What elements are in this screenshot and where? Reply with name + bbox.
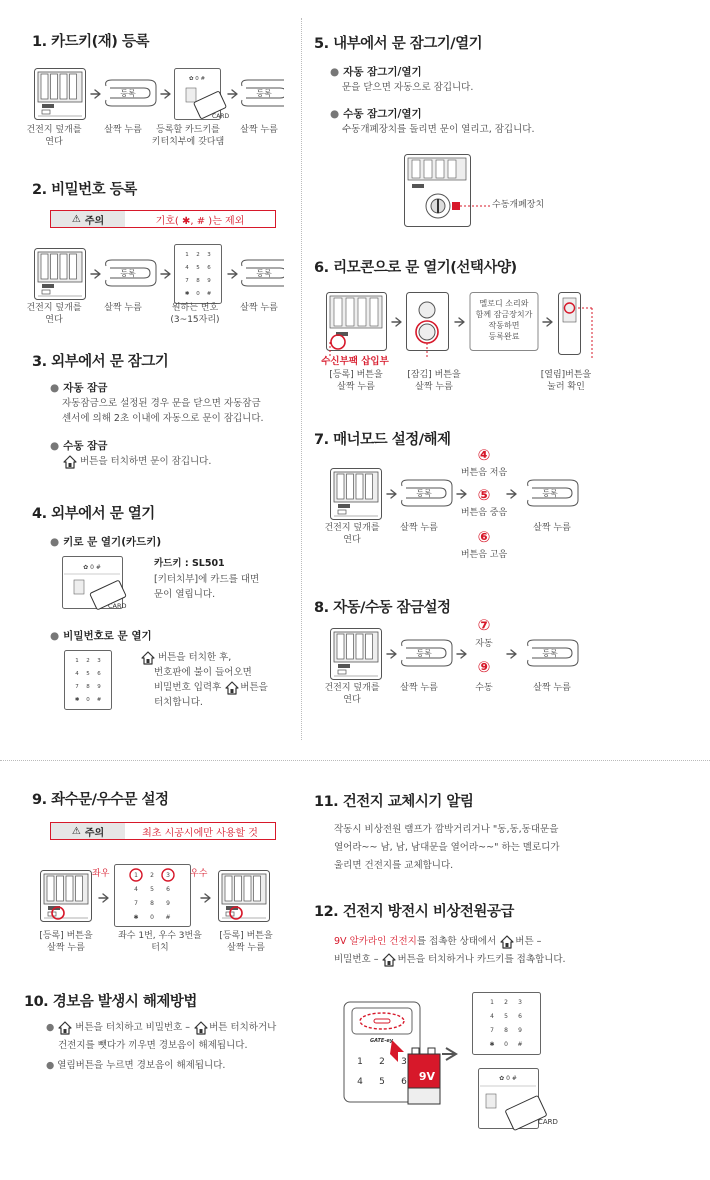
brand-logo: GATE-ey bbox=[370, 1038, 394, 1044]
svg-text:#: # bbox=[517, 1041, 523, 1048]
warning-icon: ⚠ bbox=[71, 213, 81, 225]
register-button-icon bbox=[242, 80, 284, 106]
card-open-text: [키터치부]에 카드를 대면 bbox=[154, 574, 260, 585]
inside-manual-text: 수동개폐장치를 돌리면 문이 열리고, 잠깁니다. bbox=[342, 124, 535, 135]
arrow-icon bbox=[161, 90, 170, 98]
card-open-diagram bbox=[62, 556, 142, 612]
caption: 건전지 덮개를 연다 bbox=[324, 523, 380, 545]
manual-lock-title: ● 수동 잠금 bbox=[50, 440, 108, 452]
register-button-icon bbox=[106, 260, 156, 286]
register-button-icon bbox=[242, 260, 284, 286]
password-open-text: 버튼을 터치한 후, bbox=[140, 650, 231, 665]
caption: 살짝 누름 bbox=[240, 125, 278, 135]
battery-notice-text: 울리면 건전지를 교체합니다. bbox=[334, 860, 454, 871]
svg-text:6: 6 bbox=[401, 1077, 407, 1087]
svg-text:4: 4 bbox=[357, 1077, 363, 1087]
keypad-icon bbox=[175, 245, 222, 304]
auto-lock-title: ● 자동 잠금 bbox=[50, 382, 108, 394]
door-direction-diagram bbox=[40, 864, 280, 932]
inside-auto-title: ● 자동 잠그기/열기 bbox=[330, 66, 422, 78]
arrow-icon bbox=[228, 90, 237, 98]
step-number: ⑥ bbox=[477, 528, 491, 546]
password-register-diagram bbox=[34, 244, 284, 310]
caption: 살짝 누름 bbox=[104, 125, 142, 135]
caption: [등록] 버튼을 bbox=[329, 370, 383, 380]
svg-text:0: 0 bbox=[150, 914, 154, 921]
inside-auto-text: 문을 닫으면 자동으로 잠깁니다. bbox=[342, 82, 474, 93]
receiver-label: 수신부팩 삽입부 bbox=[321, 356, 389, 367]
home-lock-icon bbox=[224, 680, 240, 695]
keypad-diagram bbox=[64, 650, 114, 712]
svg-text:4: 4 bbox=[490, 1013, 494, 1020]
svg-text:9: 9 bbox=[518, 1027, 522, 1034]
caption: [열림]버튼을 bbox=[540, 370, 592, 380]
lock-unit-icon bbox=[35, 69, 86, 120]
home-lock-icon bbox=[499, 934, 515, 949]
section-divider bbox=[0, 760, 710, 761]
svg-text:✿ 0 #: ✿ 0 # bbox=[83, 564, 101, 571]
card-label: CARD bbox=[538, 1118, 558, 1126]
svg-text:2: 2 bbox=[379, 1057, 385, 1067]
svg-text:3: 3 bbox=[166, 872, 170, 879]
caption: 살짝 누름 bbox=[337, 382, 375, 392]
caption: 살짝 누름 bbox=[47, 943, 85, 953]
emergency-power-text: 9V 알카라인 건전지 를 접촉한 상태에서 버튼 – bbox=[334, 936, 542, 947]
section-2-title: 2. 비밀번호 등록 bbox=[32, 182, 137, 198]
svg-text:✱: ✱ bbox=[489, 1041, 495, 1048]
battery-notice-text: 열어라~~ 남, 남, 남대문을 열어라~~" 하는 멜로디가 bbox=[334, 842, 560, 853]
password-open-text: 터치합니다. bbox=[154, 697, 203, 708]
section-6-title: 6. 리모콘으로 문 열기(선택사양) bbox=[314, 260, 517, 276]
section-4-title: 4. 외부에서 문 열기 bbox=[32, 506, 155, 522]
svg-text:CARD: CARD bbox=[212, 113, 230, 120]
caption: 원하는 번호 bbox=[171, 303, 219, 313]
section-8-title: 8. 자동/수동 잠금설정 bbox=[314, 600, 451, 616]
lock-setting-diagram bbox=[330, 626, 580, 682]
warning-box: ⚠ 주의 기호( ✱, # )는 제외 bbox=[50, 210, 276, 228]
remote-note-line: 등록완료 bbox=[488, 332, 520, 341]
svg-text:✱: ✱ bbox=[133, 914, 139, 921]
svg-text:7: 7 bbox=[490, 1027, 494, 1034]
svg-text:✿ 0 #: ✿ 0 # bbox=[499, 1075, 517, 1082]
caption: 살짝 누름 bbox=[104, 303, 142, 313]
svg-text:9: 9 bbox=[166, 900, 170, 907]
caption: 살짝 누름 bbox=[400, 683, 438, 693]
svg-text:8: 8 bbox=[150, 900, 154, 907]
home-lock-icon bbox=[57, 1020, 73, 1035]
card-register-diagram bbox=[34, 66, 284, 126]
caption: [등록] 버튼을 bbox=[219, 931, 273, 941]
svg-text:1: 1 bbox=[490, 999, 494, 1006]
home-lock-icon bbox=[140, 650, 156, 665]
caption: [등록] 버튼을 bbox=[39, 931, 93, 941]
step-number: ⑦ bbox=[477, 616, 491, 634]
svg-text:5: 5 bbox=[504, 1013, 508, 1020]
svg-text:5: 5 bbox=[379, 1077, 385, 1087]
battery-label: 9V bbox=[418, 1070, 436, 1083]
svg-text:2: 2 bbox=[504, 999, 508, 1006]
auto-lock-text: 자동잠금으로 설정된 경우 문을 닫으면 자동잠금 bbox=[62, 398, 261, 409]
caption: 살짝 누름 bbox=[400, 523, 438, 533]
caption: 건전지 덮개를 연다 bbox=[26, 303, 82, 325]
manual-knob-diagram bbox=[404, 154, 494, 230]
caption: 살짝 누름 bbox=[533, 523, 571, 533]
auto-lock-text: 센서에 의해 2초 이내에 자동으로 문이 잠깁니다. bbox=[62, 413, 264, 424]
option-label: 자동 bbox=[475, 639, 493, 649]
arrow-icon bbox=[228, 270, 237, 278]
card-open-title: ● 키로 문 열기(카드키) bbox=[50, 536, 162, 548]
inside-manual-title: ● 수동 잠그기/열기 bbox=[330, 108, 422, 120]
alarm-release-text: ● 버튼을 터치하고 비밀번호 – 버튼 터치하거나 bbox=[46, 1022, 277, 1033]
svg-text:6: 6 bbox=[518, 1013, 522, 1020]
section-12-title: 12. 건전지 방전시 비상전원공급 bbox=[314, 904, 514, 920]
arrow-icon bbox=[91, 270, 100, 278]
section-5-title: 5. 내부에서 문 잠그기/열기 bbox=[314, 36, 483, 52]
caption: 키터치부에 갖다댐 bbox=[151, 137, 225, 147]
step-number: ⑤ bbox=[477, 486, 491, 504]
warning-icon: ⚠ bbox=[71, 825, 81, 837]
right-door-label: 우수 bbox=[190, 869, 208, 879]
warning-text: 기호( ✱, # )는 제외 bbox=[155, 215, 245, 227]
manual-device-label: 수동개폐장치 bbox=[492, 200, 545, 210]
register-button-icon bbox=[106, 80, 156, 106]
caption: 살짝 누름 bbox=[415, 382, 453, 392]
svg-text:#: # bbox=[165, 914, 171, 921]
password-open-text: 비밀번호 입력후 버튼을 bbox=[154, 682, 268, 693]
svg-text:✿ 0 #: ✿ 0 # bbox=[188, 76, 206, 82]
card-open-text: 문이 열립니다. bbox=[154, 589, 216, 600]
emergency-power-text: 비밀번호 – 버튼을 터치하거나 카드키를 접촉합니다. bbox=[334, 954, 566, 965]
svg-text:7: 7 bbox=[134, 900, 138, 907]
svg-text:4: 4 bbox=[134, 886, 138, 893]
left-door-label: 좌우 bbox=[92, 869, 110, 879]
option-label: 버튼음 고음 bbox=[460, 550, 508, 560]
section-7-title: 7. 매너모드 설정/해제 bbox=[314, 432, 451, 448]
caption: 건전지 덮개를 연다 bbox=[324, 683, 380, 705]
section-3-title: 3. 외부에서 문 잠그기 bbox=[32, 354, 169, 370]
section-1-title: 1. 카드키(재) 등록 bbox=[32, 34, 149, 50]
caption: 살짝 누름 bbox=[533, 683, 571, 693]
caption: 터치 bbox=[151, 943, 169, 953]
section-10-title: 10. 경보음 발생시 해제방법 bbox=[24, 994, 197, 1010]
alarm-release-text: 건전지를 뺏다가 끼우면 경보음이 해제됩니다. bbox=[58, 1040, 248, 1051]
caption: 건전지 덮개를 연다 bbox=[26, 125, 82, 147]
caption: 좌수 1번, 우수 3번을 bbox=[118, 931, 202, 941]
remote-register-diagram bbox=[326, 292, 596, 360]
manual-lock-text: 버튼을 터치하면 문이 잠깁니다. bbox=[62, 454, 211, 469]
home-lock-icon bbox=[381, 952, 397, 967]
battery-notice-text: 작동시 비상전원 램프가 깜박거리거나 "동,동,동대문을 bbox=[334, 824, 559, 835]
home-lock-icon bbox=[62, 454, 78, 469]
caption: 살짝 누름 bbox=[240, 303, 278, 313]
warning-box: ⚠ 주의 최초 시공시에만 사용할 것 bbox=[50, 822, 276, 840]
caption: 눌러 확인 bbox=[547, 382, 585, 392]
svg-text:6: 6 bbox=[166, 886, 170, 893]
svg-text:1: 1 bbox=[357, 1057, 363, 1067]
remote-note-line: 함께 잠금장치가 bbox=[475, 310, 533, 319]
emergency-power-diagram bbox=[338, 992, 578, 1134]
lock-unit-icon bbox=[35, 249, 86, 300]
card-touch-icon bbox=[175, 69, 230, 121]
svg-text:1: 1 bbox=[134, 872, 138, 879]
home-lock-icon bbox=[193, 1020, 209, 1035]
svg-text:2: 2 bbox=[150, 872, 154, 879]
svg-text:3: 3 bbox=[401, 1057, 407, 1067]
caption: 살짝 누름 bbox=[227, 943, 265, 953]
svg-text:5: 5 bbox=[150, 886, 154, 893]
step-number: ④ bbox=[477, 446, 491, 464]
svg-text:0: 0 bbox=[504, 1041, 508, 1048]
arrow-icon bbox=[161, 270, 170, 278]
svg-text:CARD: CARD bbox=[108, 602, 127, 610]
svg-text:3: 3 bbox=[518, 999, 522, 1006]
card-model: 카드키 : SL501 bbox=[154, 558, 225, 569]
remote-note-line: 작동하면 bbox=[488, 321, 520, 330]
section-9-title: 9. 좌수문/우수문 설정 bbox=[32, 792, 169, 808]
section-11-title: 11. 건전지 교체시기 알림 bbox=[314, 794, 474, 810]
warning-text: 최초 시공시에만 사용할 것 bbox=[142, 827, 258, 839]
option-label: 수동 bbox=[475, 683, 493, 693]
caption: [잠김] 버튼을 bbox=[407, 370, 461, 380]
svg-text:8: 8 bbox=[504, 1027, 508, 1034]
caption: 등록할 카드키를 bbox=[156, 125, 220, 135]
step-number: ⑨ bbox=[477, 658, 491, 676]
password-open-text: 번호판에 불이 들어오면 bbox=[154, 667, 252, 678]
option-label: 버튼음 중음 bbox=[460, 508, 508, 518]
password-open-title: ● 비밀번호로 문 열기 bbox=[50, 630, 152, 642]
caption: (3~15자리) bbox=[170, 315, 220, 325]
arrow-icon bbox=[91, 90, 100, 98]
option-label: 버튼음 저음 bbox=[460, 468, 508, 478]
remote-note-line: 멜로디 소리와 bbox=[479, 299, 529, 308]
alarm-release-text: ● 열림버튼을 누르면 경보음이 해제됩니다. bbox=[46, 1060, 226, 1071]
column-divider bbox=[301, 18, 302, 740]
